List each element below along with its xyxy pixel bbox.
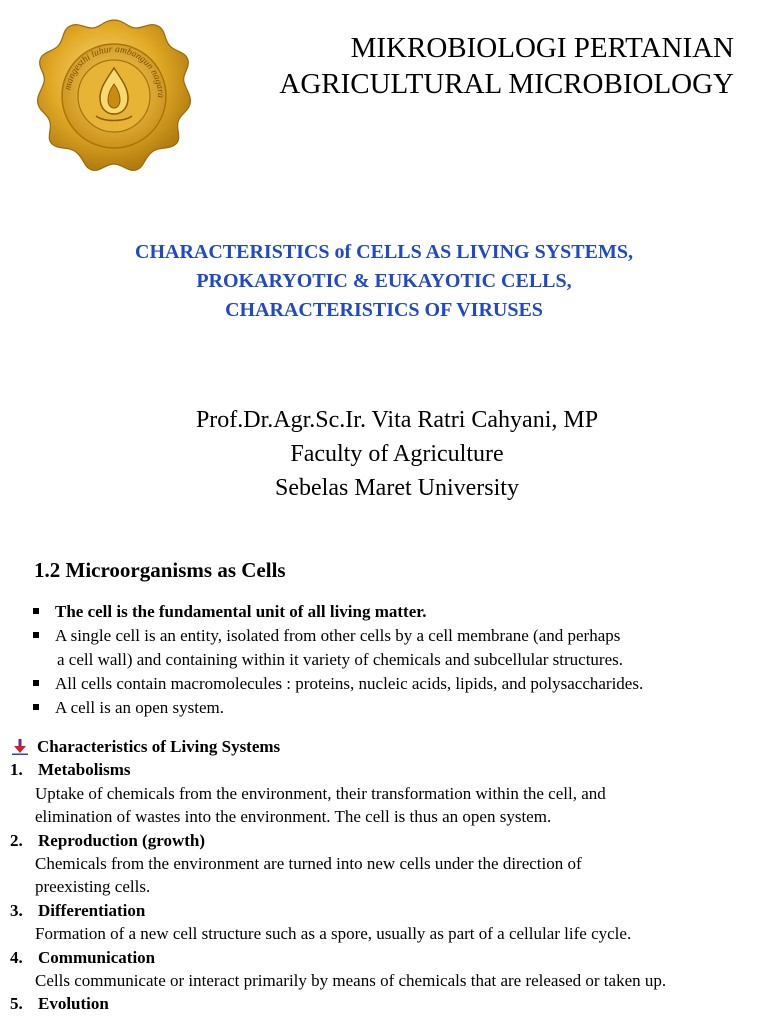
square-bullet-icon — [33, 608, 39, 614]
characteristic-description: preexisting cells. — [35, 877, 151, 897]
author-name: Prof.Dr.Agr.Sc.Ir. Vita Ratri Cahyani, MP — [195, 407, 599, 433]
characteristic-description: Uptake of chemicals from the environment, their transformation within the cell, and — [35, 783, 606, 803]
list-item: The cell is the fundamental unit of all living matter. — [30, 600, 760, 624]
author-faculty: Faculty of Agriculture — [290, 441, 504, 467]
course-title — [279, 30, 734, 102]
characteristic-title: 2. Reproduction (growth) — [10, 830, 206, 850]
cell-facts-list — [30, 600, 760, 720]
svg-text:mangesthi luhur ambangun nagar: mangesthi luhur ambangun nagara — [63, 44, 166, 98]
list-item: All cells contain macromolecules : proteins, nucleic acids, lipids, and polysaccharides. — [30, 672, 760, 696]
list-item: A single cell is an entity, isolated from other cells by a cell membrane (and perhaps a cell wall) and containing within it variety of chemicals and subcellular structures. — [30, 624, 760, 672]
characteristic-title: 3. Differentiation — [10, 900, 146, 920]
list-item: A cell is an open system. — [30, 696, 760, 720]
subtitle-line-2: PROKARYOTIC & EUKAYOTIC CELLS, — [196, 270, 572, 292]
characteristic-description: Cells communicate or interact primarily by means of chemicals that are released or taken up. — [35, 971, 667, 991]
university-seal-logo — [34, 16, 194, 176]
university-seal-icon — [34, 16, 194, 176]
square-bullet-icon — [33, 704, 39, 710]
characteristic-title: 4. Communication — [10, 947, 156, 967]
characteristic-description: Formation of a new cell structure such as a spore, usually as part of a cellular life cycle. — [35, 924, 632, 944]
section-heading: 1.2 Microorganisms as Cells — [34, 558, 286, 582]
lecture-subtitle — [0, 238, 768, 325]
arrow-down-bullet-icon — [12, 739, 28, 755]
living-systems-section — [10, 735, 768, 1016]
characteristic-title: 1. Metabolisms — [10, 760, 131, 780]
author-block — [0, 403, 768, 505]
living-systems-heading: Characteristics of Living Systems — [10, 735, 768, 758]
author-university: Sebelas Maret University — [275, 475, 519, 501]
characteristic-description: Chemicals from the environment are turned into new cells under the direction of — [35, 854, 582, 874]
characteristic-description: elimination of wastes into the environment. The cell is thus an open system. — [35, 807, 552, 827]
characteristic-title: 5. Evolution — [10, 994, 109, 1014]
subtitle-line-1: CHARACTERISTICS of CELLS AS LIVING SYSTEMS, — [135, 241, 633, 263]
subtitle-line-3: CHARACTERISTICS OF VIRUSES — [225, 299, 543, 321]
square-bullet-icon — [33, 632, 39, 638]
course-title-english: AGRICULTURAL MICROBIOLOGY — [279, 68, 734, 100]
course-title-indonesian: MIKROBIOLOGI PERTANIAN — [350, 32, 734, 64]
square-bullet-icon — [33, 680, 39, 686]
